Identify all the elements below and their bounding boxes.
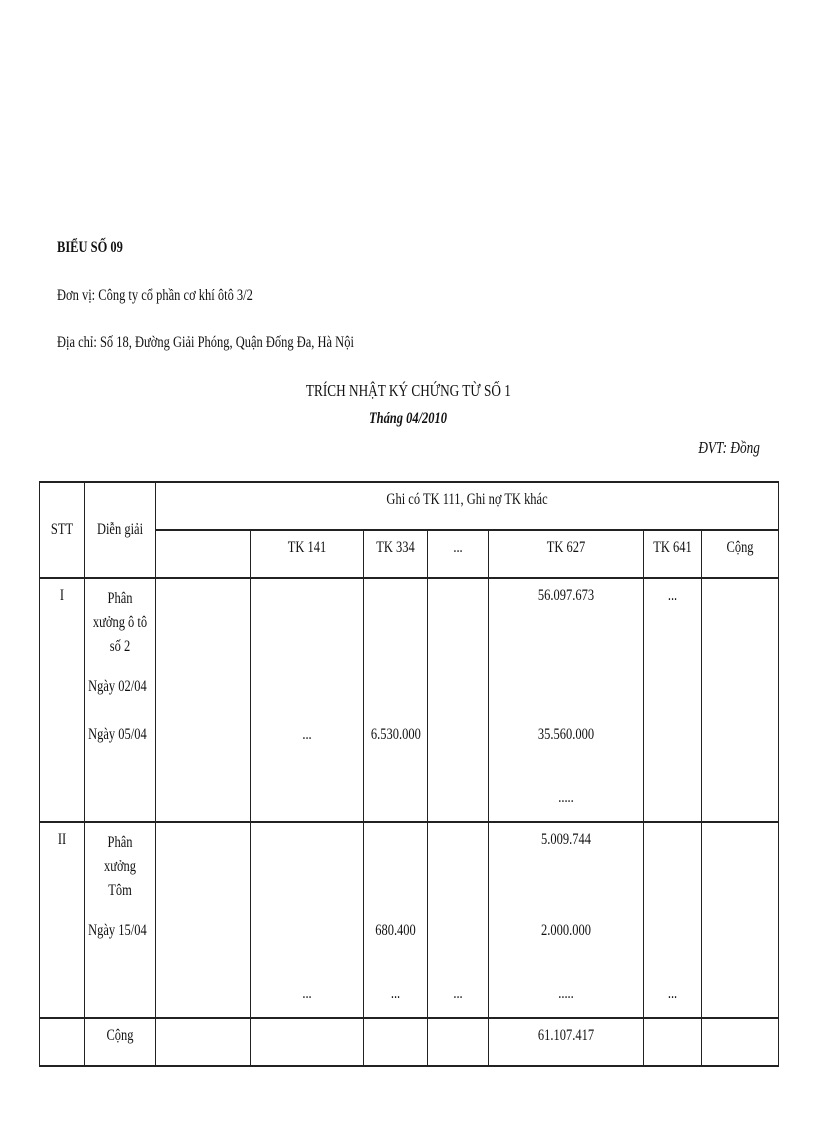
subheader-total: Cộng xyxy=(702,530,779,578)
table-row xyxy=(40,822,779,922)
organization-line: Đơn vị: Công ty cổ phần cơ khí ôtô 3/2 xyxy=(57,287,253,304)
row-date: Ngày 02/04 xyxy=(85,678,156,726)
tk141-value: ... xyxy=(251,726,364,774)
table-row xyxy=(40,970,779,1018)
table-row xyxy=(40,922,779,970)
section-number: I xyxy=(40,578,85,678)
subheader-blank xyxy=(156,530,251,578)
table-row xyxy=(40,678,779,726)
tk627-value: 2.000.000 xyxy=(489,922,644,970)
table-row xyxy=(40,726,779,774)
header-stt: STT xyxy=(40,482,85,578)
header-description: Diễn giải xyxy=(85,482,156,578)
table-row xyxy=(40,578,779,678)
section-name: Phân xưởng Tôm xyxy=(85,822,156,922)
subheader-tk334: TK 334 xyxy=(364,530,428,578)
row-date: Ngày 15/04 xyxy=(85,922,156,970)
currency-unit: ĐVT: Đồng xyxy=(698,438,760,457)
header-group: Ghi có TK 111, Ghi nợ TK khác xyxy=(156,482,779,530)
total-tk627: 61.107.417 xyxy=(489,1018,644,1066)
subheader-tk141: TK 141 xyxy=(251,530,364,578)
section-number: II xyxy=(40,822,85,922)
tk627-value: 35.560.000 xyxy=(489,726,644,774)
subheader-tk627: TK 627 xyxy=(489,530,644,578)
tk641-value: ... xyxy=(644,970,702,1018)
tk334-value: 680.400 xyxy=(364,922,428,970)
subheader-ellipsis: ... xyxy=(428,530,489,578)
tk627-value: 5.009.744 xyxy=(489,822,644,922)
tk141-value: ... xyxy=(251,970,364,1018)
document-month: Tháng 04/2010 xyxy=(368,410,447,427)
tk627-value: ..... xyxy=(489,970,644,1018)
total-label: Cộng xyxy=(85,1018,156,1066)
row-date: Ngày 05/04 xyxy=(85,726,156,774)
form-code: BIỂU SỐ 09 xyxy=(57,239,123,256)
table-row xyxy=(40,774,779,822)
address-line: Địa chỉ: Số 18, Đường Giải Phóng, Quận Đống Đa, Hà Nội xyxy=(57,334,354,351)
tk627-value: 56.097.673 xyxy=(489,578,644,678)
journal-table xyxy=(39,481,779,1067)
total-row xyxy=(40,1018,779,1066)
tk641-value: ... xyxy=(644,578,702,678)
tk627-value: ..... xyxy=(489,774,644,822)
subheader-tk641: TK 641 xyxy=(644,530,702,578)
tk334-value: ... xyxy=(364,970,428,1018)
document-title: TRÍCH NHẬT KÝ CHỨNG TỪ SỐ 1 xyxy=(305,381,511,400)
tk334-value: 6.530.000 xyxy=(364,726,428,774)
other-value: ... xyxy=(428,970,489,1018)
section-name: Phân xưởng ô tô số 2 xyxy=(85,578,156,678)
